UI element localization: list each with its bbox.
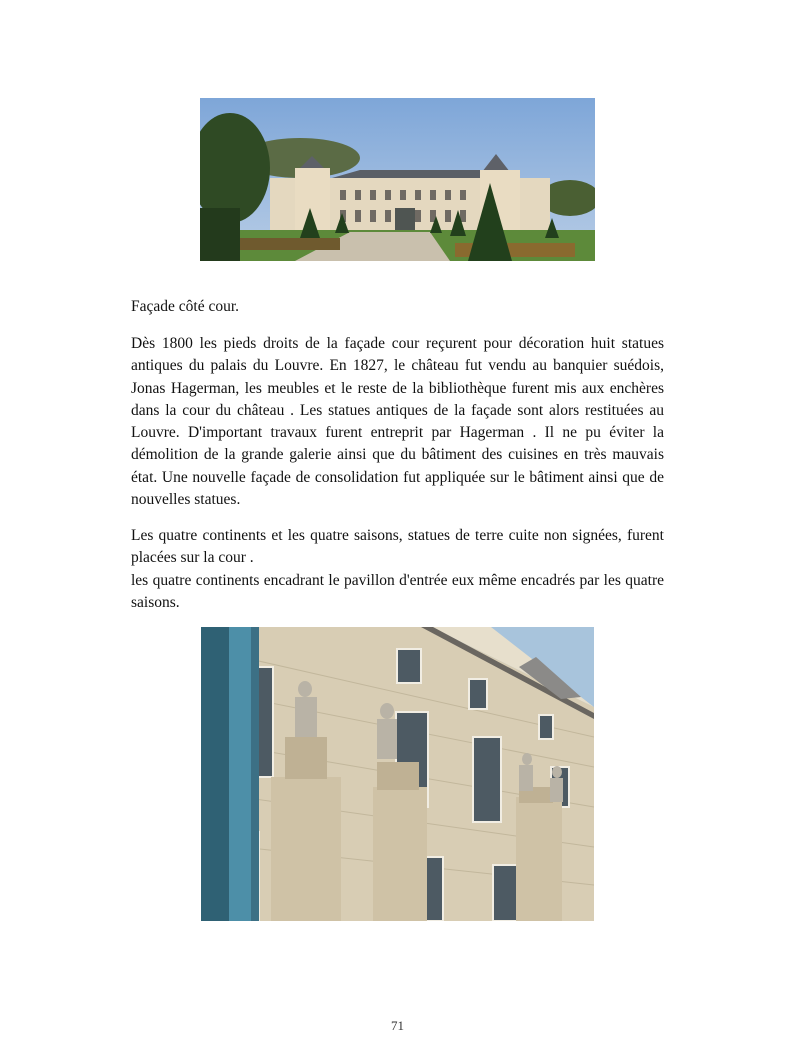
- photo-caption: Façade côté cour.: [131, 298, 240, 315]
- chateau-courtyard-photo: [200, 98, 595, 261]
- page-number: 71: [391, 1018, 404, 1033]
- body-paragraph-line: les quatre continents encadrant le pavillon d'entrée eux même encadrés par les quatre saisons.: [131, 571, 664, 611]
- body-paragraph: [131, 525, 664, 614]
- body-paragraph-line: Les quatre continents et les quatre saisons, statues de terre cuite non signées, furent placées sur la cour .: [131, 527, 664, 567]
- body-paragraph: Dès 1800 les pieds droits de la façade cour reçurent pour décoration huit statues antiques du palais du Louvre. En 1827, le château fut vendu au banquier suédois, Jonas Hagerman, les meubles et le reste de la bibliothèque furent mis aux enchères dans la cour du château . Les statues antiques de la façade sont alors restituées au Louvre. D'important travaux furent entreprit par Hagerman . Il ne pu éviter la démolition de la grande galerie ainsi que du bâtiment des cuisines en très mauvais état. Une nouvelle façade de consolidation fut appliquée sur le bâtiment ainsi que de nouvelles statues.: [131, 335, 664, 509]
- facade-statues-photo: [201, 627, 594, 921]
